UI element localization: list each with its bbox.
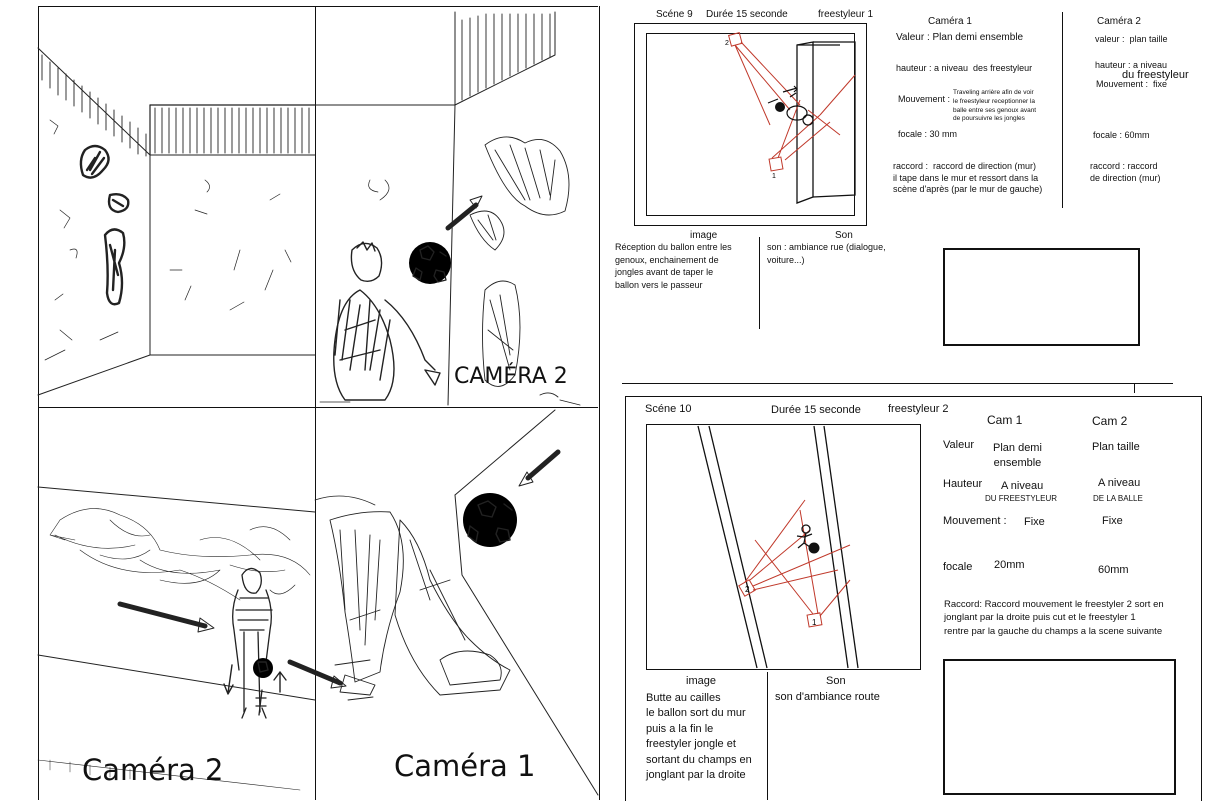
scene10-duration: Durée 15 seconde — [771, 404, 861, 416]
scene9-cam1-raccord: raccord : raccord de direction (mur) il tape dans le mur et ressort dans la scène d'après (par le mur de gauche) — [893, 161, 1043, 195]
scene10-hauteur-cam2-sub: DE LA BALLE — [1093, 494, 1143, 503]
scene9-marker-2: 2 — [725, 40, 729, 47]
scene10-hauteur-label: Hauteur — [943, 478, 983, 490]
scene10-image-label: image — [686, 675, 716, 687]
scene9-cam2-title: Caméra 2 — [1097, 16, 1141, 27]
scene10-mouvement-cam1: Fixe — [1024, 516, 1045, 528]
scene9-cam1-hauteur: hauteur : a niveau des freestyleur — [896, 63, 1033, 73]
scene10-cam1-title: Cam 1 — [987, 413, 1023, 427]
scene9-cam2-mouvement: Mouvement : fixe — [1096, 79, 1168, 89]
scene9-cam1-mouvement-label: Mouvement : — [898, 94, 951, 104]
scene10-son-text: son d'ambiance route — [775, 691, 880, 703]
scene10-valeur-label: Valeur — [943, 439, 974, 451]
scene10-hauteur-cam1: A niveau — [1001, 480, 1044, 492]
scene9-cam2-hauteur-2: du freestyleur — [1122, 69, 1189, 81]
scene9-cam1-mouvement-text: Traveling arrière afin de voir le freestyleur receptionner la balle entre ses genoux avant de poursuivre les jongles — [953, 89, 1037, 123]
scene10-valeur-cam2: Plan taille — [1092, 441, 1140, 453]
scene10-hauteur-cam1-sub: DU FREESTYLEUR — [985, 494, 1058, 503]
scene10-focale-cam1: 20mm — [994, 559, 1025, 571]
panel4-camera-label: Caméra 1 — [394, 749, 536, 783]
scene9-cam1-title: Caméra 1 — [928, 16, 972, 27]
scene10-image-son-divider — [767, 672, 768, 800]
scene10-freestyler: freestyleur 2 — [888, 403, 949, 415]
scene9-image-label: image — [690, 230, 718, 241]
scene9-duration: Durée 15 seconde — [706, 9, 788, 20]
scene10-son-label: Son — [826, 675, 846, 687]
scene10-empty-box — [943, 659, 1176, 795]
scene10-raccord: Raccord: Raccord mouvement le freestyler 2 sort en jonglant par la droite puis cut et le freestyler 1 rentre par la gauche du champs a la scene suivante — [944, 599, 1164, 637]
scene9-cam1-valeur: Valeur : Plan demi ensemble — [896, 32, 1024, 43]
scene10-marker-2: 2 — [745, 585, 750, 594]
scene9-cam2-focale: focale : 60mm — [1093, 130, 1150, 140]
scene9-cam2-raccord: raccord : raccord de direction (mur) — [1090, 161, 1161, 183]
scene10-image-text: Butte au cailles le ballon sort du mur puis a la fin le freestyler jongle et sortant du champs en jonglant par la droite — [646, 692, 752, 781]
scene9-image-text: Réception du ballon entre les genoux, enchainement de jongles avant de taper le ballon vers le passeur — [615, 242, 732, 290]
scene10-mouvement-cam2: Fixe — [1102, 515, 1123, 527]
scene9-freestyler: freestyleur 1 — [818, 9, 874, 20]
scene9-cam2-valeur: valeur : plan taille — [1095, 34, 1168, 44]
scene9-son-label: Son — [835, 230, 853, 241]
scene10-cam2-title: Cam 2 — [1092, 414, 1128, 428]
scene9-cam2-hauteur-1: hauteur : a niveau — [1095, 60, 1168, 70]
scene10-mouvement-label: Mouvement : — [943, 515, 1007, 527]
scene10-title: Scéne 10 — [645, 403, 692, 415]
scene10-valeur-cam1: Plan demi ensemble — [993, 442, 1042, 470]
scene10-focale-label: focale — [943, 561, 973, 573]
scene10-focale-cam2: 60mm — [1098, 564, 1129, 576]
panel2-camera-label: CAMÉRA 2 — [454, 364, 568, 389]
scene9-title: Scéne 9 — [656, 9, 693, 20]
scene10-marker-1: 1 — [812, 618, 817, 627]
panel3-camera-label: Caméra 2 — [82, 753, 224, 787]
scene9-cam1-focale: focale : 30 mm — [898, 129, 958, 139]
scene9-son-text: son : ambiance rue (dialogue, voiture...) — [767, 242, 886, 265]
scene9-marker-1: 1 — [772, 173, 776, 180]
scene10-hauteur-cam2: A niveau — [1098, 477, 1141, 489]
